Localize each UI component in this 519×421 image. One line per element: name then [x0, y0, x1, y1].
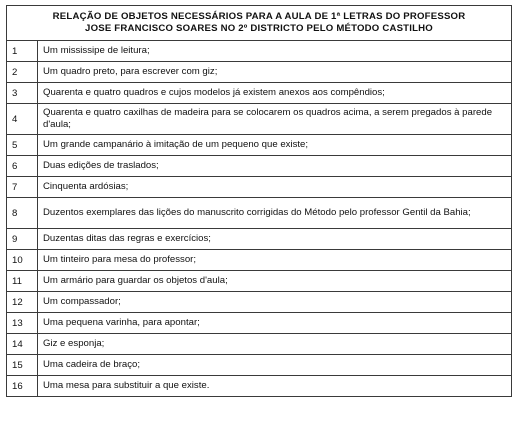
- row-number: 3: [7, 83, 38, 104]
- row-number: 7: [7, 177, 38, 198]
- table-title: [7, 6, 512, 41]
- table-body: [7, 41, 512, 397]
- row-number: 10: [7, 250, 38, 271]
- row-text: Um armário para guardar os objetos d'aula;: [38, 271, 512, 292]
- row-number: 9: [7, 229, 38, 250]
- table-row: [7, 250, 512, 271]
- row-number: 15: [7, 355, 38, 376]
- row-text: Um quadro preto, para escrever com giz;: [38, 62, 512, 83]
- row-number: 5: [7, 135, 38, 156]
- table-row: [7, 135, 512, 156]
- row-text: Uma pequena varinha, para apontar;: [38, 313, 512, 334]
- table-row: [7, 334, 512, 355]
- row-text: Um compassador;: [38, 292, 512, 313]
- row-text: Um tinteiro para mesa do professor;: [38, 250, 512, 271]
- table-row: [7, 198, 512, 229]
- table-row: [7, 376, 512, 397]
- row-text: Quarenta e quatro caxilhas de madeira para se colocarem os quadros acima, a serem pregados à parede d'aula;: [38, 104, 512, 135]
- row-number: 12: [7, 292, 38, 313]
- row-text: Um grande campanário à imitação de um pequeno que existe;: [38, 135, 512, 156]
- table-row: [7, 177, 512, 198]
- row-number: 4: [7, 104, 38, 135]
- table-row: [7, 271, 512, 292]
- table-row: [7, 156, 512, 177]
- row-text: Um mississipe de leitura;: [38, 41, 512, 62]
- table-row: [7, 355, 512, 376]
- table-row: [7, 41, 512, 62]
- row-text: Uma mesa para substituir a que existe.: [38, 376, 512, 397]
- table-row: [7, 313, 512, 334]
- table-row: [7, 104, 512, 135]
- row-text: Cinquenta ardósias;: [38, 177, 512, 198]
- row-number: 14: [7, 334, 38, 355]
- row-number: 16: [7, 376, 38, 397]
- table-row: [7, 292, 512, 313]
- row-number: 8: [7, 198, 38, 229]
- row-text: Duzentas ditas das regras e exercícios;: [38, 229, 512, 250]
- document-table-container: [6, 5, 512, 397]
- table-row: [7, 229, 512, 250]
- row-number: 13: [7, 313, 38, 334]
- row-text: Duzentos exemplares das lições do manuscrito corrigidas do Método pelo professor Gentil da Bahia;: [38, 198, 512, 229]
- row-number: 1: [7, 41, 38, 62]
- row-number: 6: [7, 156, 38, 177]
- row-text: Duas edições de traslados;: [38, 156, 512, 177]
- table-row: [7, 83, 512, 104]
- objects-table: [6, 5, 512, 397]
- row-text: Uma cadeira de braço;: [38, 355, 512, 376]
- table-title-line-1: RELAÇÃO DE OBJETOS NECESSÁRIOS PARA A AULA DE 1ª LETRAS DO PROFESSOR: [52, 11, 466, 22]
- row-text: Giz e esponja;: [38, 334, 512, 355]
- row-number: 11: [7, 271, 38, 292]
- table-title-line-2: JOSE FRANCISCO SOARES NO 2º DISTRICTO PELO MÉTODO CASTILHO: [85, 23, 433, 34]
- row-number: 2: [7, 62, 38, 83]
- row-text: Quarenta e quatro quadros e cujos modelos já existem anexos aos compêndios;: [38, 83, 512, 104]
- table-row: [7, 62, 512, 83]
